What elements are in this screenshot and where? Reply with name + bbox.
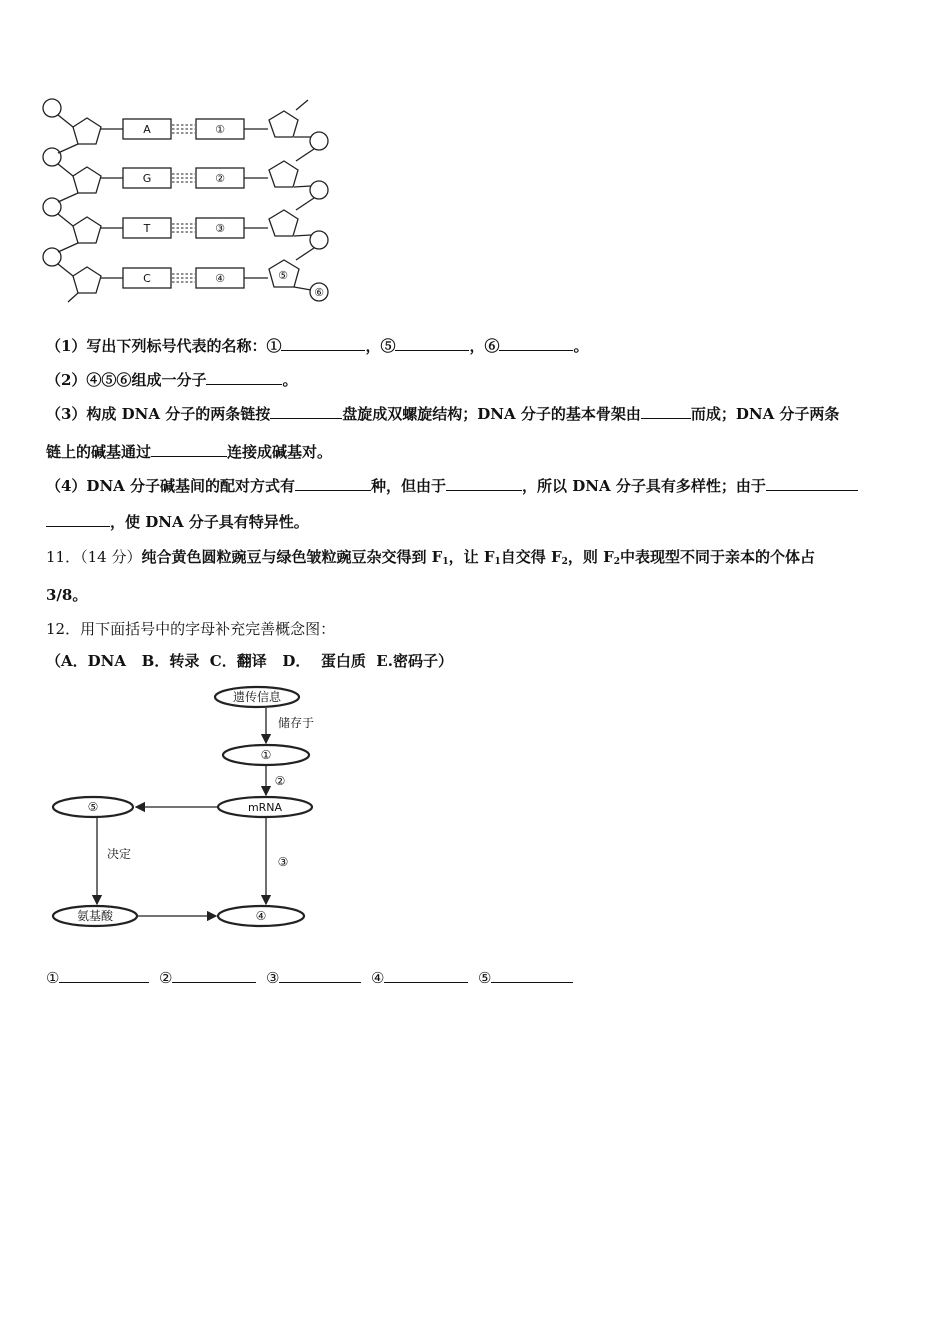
answer-blank[interactable]: [446, 476, 522, 491]
base-label-T: T: [143, 222, 151, 235]
label-step-2: ②: [274, 774, 286, 788]
label-amino-acid: 氨基酸: [76, 909, 114, 923]
answer-blank[interactable]: [499, 336, 573, 351]
answer-blank-1[interactable]: [59, 968, 149, 983]
label-node-1: ①: [260, 748, 272, 762]
label-step-3: ③: [277, 855, 289, 869]
q10-part2: （2）④⑤⑥组成一分子 。: [46, 371, 298, 389]
answer-blank[interactable]: [281, 336, 365, 351]
label-store: 储存于: [277, 716, 315, 730]
q10-part3-line2: 链上的碱基通过 连接成碱基对。: [46, 443, 333, 461]
answer-blank[interactable]: [270, 404, 342, 419]
answer-blank[interactable]: [151, 442, 227, 457]
pair-label-3: ③: [215, 222, 225, 235]
base-label-G: G: [142, 172, 152, 185]
q10-part1: （1）写出下列标号代表的名称：① ，⑤ ，⑥ 。: [46, 337, 589, 355]
q12-answer-line: ① ② ③ ④ ⑤: [46, 968, 573, 988]
label-node-5: ⑤: [87, 800, 99, 814]
answer-blank-3[interactable]: [279, 968, 361, 983]
base-label-C: C: [143, 272, 151, 285]
label-mrna: mRNA: [247, 801, 283, 814]
pair-label-4: ④: [215, 272, 225, 285]
sugar-label-5: ⑤: [278, 269, 288, 282]
pair-label-1: ①: [215, 123, 225, 136]
label-genetic-info: 遗传信息: [232, 690, 282, 704]
q12-options: （A．DNA B．转录 C．翻译 D． 蛋白质 E.密码子）: [46, 652, 453, 670]
concept-map: [40, 680, 340, 935]
q10-part3-line1: （3）构成 DNA 分子的两条链按 盘旋成双螺旋结构；DNA 分子的基本骨架由 而成；DNA 分子两条: [46, 405, 840, 423]
answer-blank[interactable]: [295, 476, 371, 491]
answer-blank[interactable]: [206, 370, 282, 385]
answer-blank[interactable]: [766, 476, 858, 491]
answer-blank-2[interactable]: [172, 968, 256, 983]
q11-score: （14 分）: [80, 548, 142, 566]
answer-blank-4[interactable]: [384, 968, 468, 983]
answer-blank[interactable]: [641, 404, 691, 419]
label-node-4: ④: [255, 909, 267, 923]
q11-number: 11．: [46, 548, 81, 566]
base-label-A: A: [143, 123, 151, 136]
answer-blank[interactable]: [395, 336, 469, 351]
phosphate-label-6: ⑥: [314, 286, 324, 299]
dna-structure-diagram: [38, 92, 338, 307]
q11-line1: 11．（14 分）纯合黄色圆粒豌豆与绿色皱粒豌豆杂交得到 $F_1$，让 $F_1$自交得 $F_2$，则 $F_2$中表现型不同于亲本的个体占: [46, 548, 816, 567]
answer-blank[interactable]: [46, 512, 110, 527]
label-decide: 决定: [106, 847, 132, 861]
q10-part4-line2: ，使 DNA 分子具有特异性。: [46, 512, 309, 532]
q11-answer: 3/8。: [46, 586, 88, 604]
q10-part4-line1: （4）DNA 分子碱基间的配对方式有 种，但由于 ，所以 DNA 分子具有多样性；由于: [46, 476, 858, 496]
pair-label-2: ②: [215, 172, 225, 185]
q12-title: 12．用下面括号中的字母补充完善概念图：: [46, 620, 336, 638]
answer-blank-5[interactable]: [491, 968, 573, 983]
